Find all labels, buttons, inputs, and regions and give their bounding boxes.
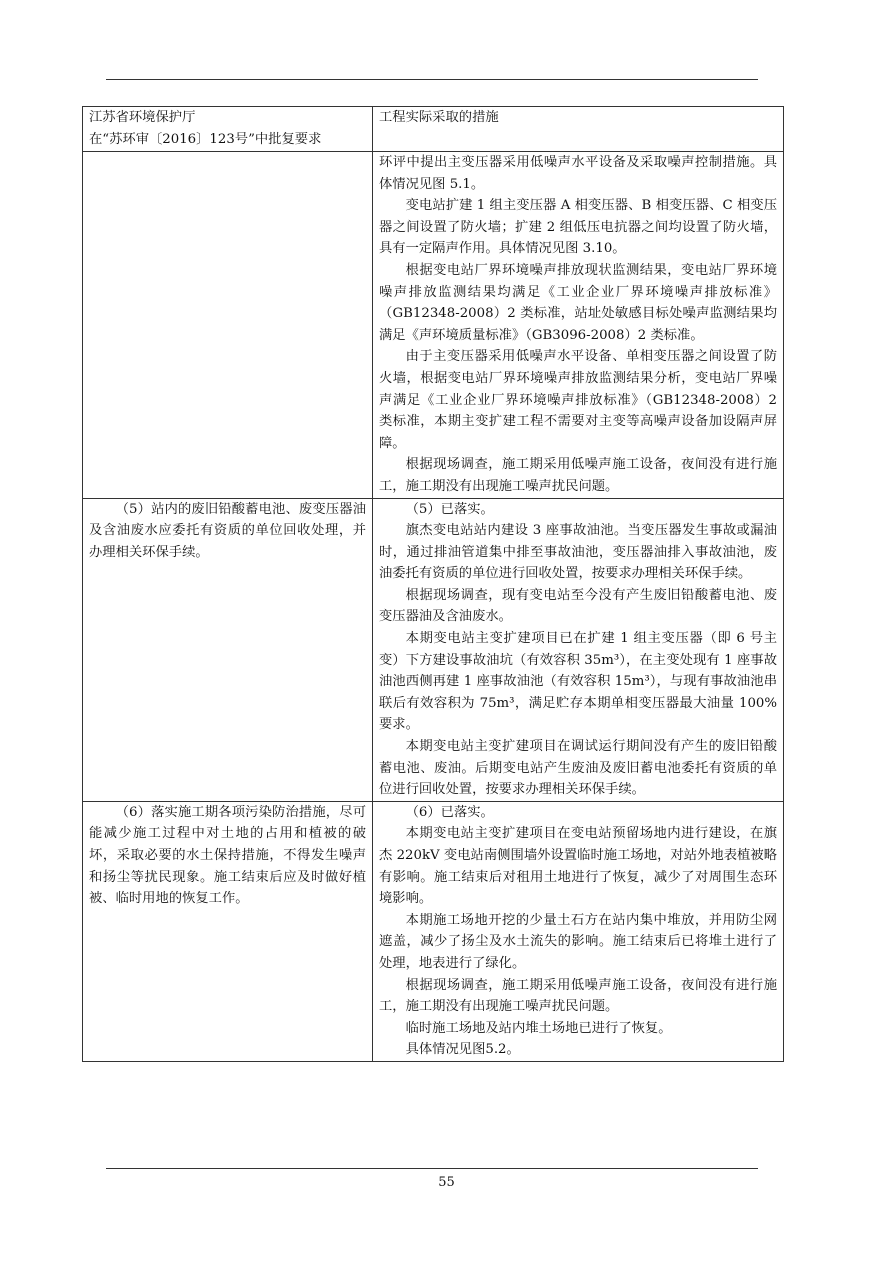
- measure-paragraph: （5）已落实。: [405, 501, 494, 517]
- table-row: [83, 498, 784, 801]
- page-number: 55: [438, 1175, 455, 1190]
- measure-paragraph: 本期变电站主变扩建项目已在扩建 1 组主变压器（即 6 号主变）下方建设事故油坑（有效容积 35m³），在主变处现有 1 座事故油池西侧再建 1 座事故油池（有效容积 15m³），与现有事故油池串联后有效容积为 75m³，满足贮存本期单相变压器最大油量 100%要求。: [379, 631, 777, 733]
- requirement-cell: [83, 498, 373, 801]
- requirement-cell: [83, 801, 373, 1061]
- footer-rule: [106, 1168, 758, 1169]
- measure-paragraph: （6）已落实。: [405, 804, 494, 820]
- header-requirements-line1: 江苏省环境保护厅: [89, 110, 196, 125]
- measure-paragraph: 本期施工场地开挖的少量土石方在站内集中堆放，并用防尘网遮盖，减少了扬尘及水土流失的影响。施工结束后已将堆土进行了处理，地表进行了绿化。: [379, 912, 777, 971]
- measure-paragraph: 根据现场调查，现有变电站至今没有产生废旧铅酸蓄电池、废变压器油及含油废水。: [379, 587, 777, 625]
- measure-paragraph: 根据现场调查，施工期采用低噪声施工设备，夜间没有进行施工，施工期没有出现施工噪声扰民问题。: [379, 457, 777, 494]
- measure-paragraph: 本期变电站主变扩建项目在调试运行期间没有产生的废旧铅酸蓄电池、废油。后期变电站产生废油及废旧蓄电池委托有资质的单位进行回收处置，按要求办理相关环保手续。: [379, 739, 777, 798]
- requirement-cell: [83, 152, 373, 499]
- measures-cell: [373, 801, 784, 1061]
- measure-paragraph: 具体情况见图5.2。: [405, 1042, 520, 1058]
- table-row: [83, 801, 784, 1061]
- measure-paragraph: 由于主变压器采用低噪声水平设备、单相变压器之间设置了防火墙，根据变电站厂界环境噪声排放监测结果分析，变电站厂界噪声满足《工业企业厂界环境噪声排放标准》（GB12348-2008）2 类标准，本期主变扩建工程不需要对主变等高噪声设备加设隔声屏障。: [379, 349, 777, 451]
- header-rule: [106, 79, 758, 80]
- measures-cell: [373, 152, 784, 499]
- measure-paragraph: 本期变电站主变扩建项目在变电站预留场地内进行建设，在旗杰 220kV 变电站南侧围墙外设置临时施工场地，对站外地表植被略有影响。施工结束后对租用土地进行了恢复，减少了对周围生态环境影响。: [379, 826, 777, 907]
- header-measures: 工程实际采取的措施: [373, 107, 784, 152]
- measure-paragraph: 环评中提出主变压器采用低噪声水平设备及采取噪声控制措施。具体情况见图 5.1。: [379, 155, 777, 192]
- requirement-text: （6）落实施工期各项污染防治措施，尽可能减少施工过程中对土地的占用和植被的破坏，采取必要的水土保持措施，不得发生噪声和扬尘等扰民现象。施工结束后应及时做好植被、临时用地的恢复工作。: [89, 804, 366, 907]
- header-requirements: [83, 107, 373, 152]
- approval-measures-table: [82, 106, 784, 1062]
- measure-paragraph: 旗杰变电站站内建设 3 座事故油池。当变压器发生事故或漏油时，通过排油管道集中排至事故油池，变压器油排入事故油池，废油委托有资质的单位进行回收处置，按要求办理相关环保手续。: [379, 523, 777, 582]
- measure-paragraph: 根据变电站厂界环境噪声排放现状监测结果，变电站厂界环境噪声排放监测结果均满足《工业企业厂界环境噪声排放标准》（GB12348-2008）2 类标准，站址处敏感目标处噪声监测结果均满足《声环境质量标准》（GB3096-2008）2 类标准。: [379, 262, 777, 343]
- header-requirements-line2: 在“苏环审〔2016〕123号”中批复要求: [89, 131, 322, 147]
- table-header-row: [83, 107, 784, 152]
- table-row: [83, 152, 784, 499]
- measure-paragraph: 变电站扩建 1 组主变压器 A 相变压器、B 相变压器、C 相变压器之间设置了防火墙；扩建 2 组低压电抗器之间均设置了防火墙，具有一定隔声作用。具体情况见图 3.10。: [379, 198, 777, 257]
- measure-paragraph: 临时施工场地及站内堆土场地已进行了恢复。: [405, 1020, 672, 1036]
- requirement-text: （5）站内的废旧铅酸蓄电池、废变压器油及含油废水应委托有资质的单位回收处理，并办理相关环保手续。: [89, 501, 366, 560]
- measures-cell: [373, 498, 784, 801]
- measure-paragraph: 根据现场调查，施工期采用低噪声施工设备，夜间没有进行施工，施工期没有出现施工噪声扰民问题。: [379, 977, 777, 1015]
